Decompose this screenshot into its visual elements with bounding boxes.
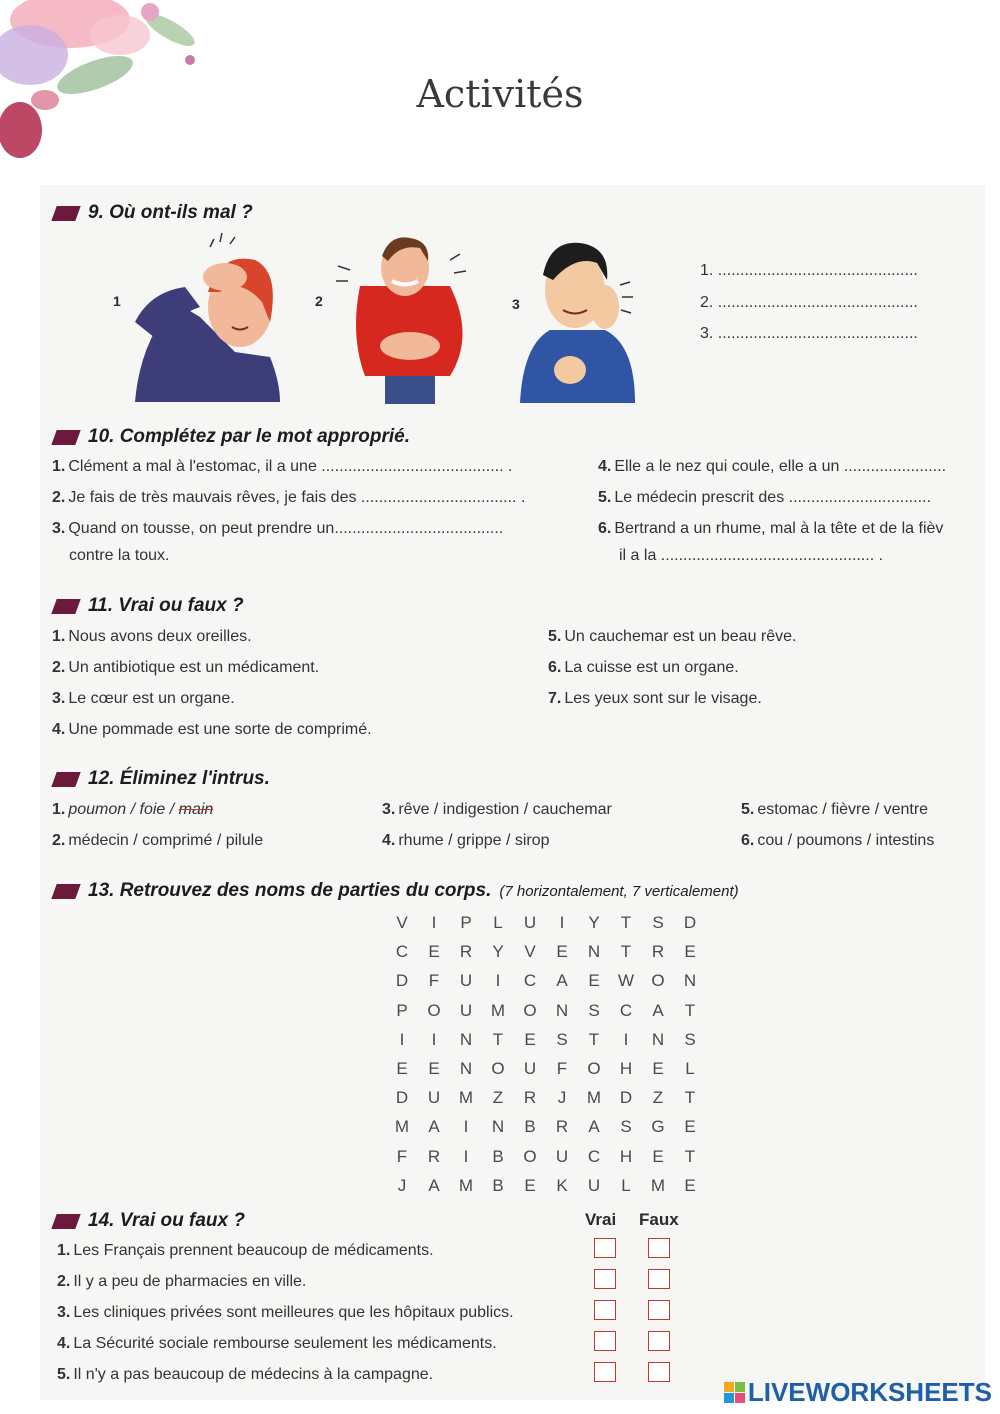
true-checkbox-4[interactable] — [594, 1331, 616, 1351]
grid-letter[interactable]: O — [491, 1058, 505, 1078]
false-checkbox-5[interactable] — [648, 1362, 670, 1382]
grid-letter[interactable]: I — [431, 1029, 437, 1049]
section-11-title: 11. Vrai ou faux ? — [88, 595, 244, 616]
section-13-title: 13. Retrouvez des noms de parties du corps. — [88, 880, 492, 901]
grid-letter[interactable]: T — [620, 913, 632, 932]
liveworksheets-logo[interactable] — [724, 1377, 992, 1408]
answer-line-2[interactable]: 2. ............................................. — [700, 294, 918, 311]
grid-letter[interactable]: B — [492, 1146, 504, 1166]
answer-line-3[interactable]: 3. ............................................. — [700, 325, 918, 342]
exercise-10-item-6-continuation: il a la ................................................ . — [619, 547, 884, 564]
grid-letter[interactable]: N — [555, 1000, 569, 1020]
grid-letter[interactable]: J — [557, 1088, 567, 1108]
exercise-11-item-2[interactable]: 2. Un antibiotique est un médicament. — [52, 659, 320, 676]
true-checkbox-5[interactable] — [594, 1362, 616, 1382]
grid-letter[interactable]: Y — [492, 942, 504, 962]
grid-letter[interactable]: E — [588, 971, 600, 991]
grid-letter[interactable]: U — [555, 1146, 569, 1166]
grid-letter[interactable]: M — [394, 1117, 410, 1137]
section-10-title: 10. Complétez par le mot approprié. — [88, 426, 411, 447]
exercise-14-item-4: 4. La Sécurité sociale rembourse seulement les médicaments. — [57, 1335, 497, 1352]
grid-letter[interactable]: L — [493, 913, 503, 932]
grid-letter[interactable]: Z — [492, 1088, 504, 1108]
grid-letter[interactable]: B — [524, 1117, 536, 1137]
exercise-11-item-6[interactable]: 6. La cuisse est un organe. — [548, 659, 739, 676]
section-marker-icon — [51, 772, 80, 787]
section-9-heading — [54, 202, 253, 224]
grid-letter[interactable]: Y — [588, 913, 600, 932]
grid-letter[interactable]: E — [652, 1058, 664, 1078]
section-14-title: 14. Vrai ou faux ? — [88, 1210, 245, 1231]
grid-letter[interactable]: A — [652, 1000, 664, 1020]
grid-letter[interactable]: R — [523, 1088, 537, 1108]
grid-letter[interactable]: E — [428, 942, 440, 962]
section-11-heading — [54, 595, 244, 617]
grid-letter[interactable]: L — [621, 1175, 631, 1195]
exercise-14-item-1: 1. Les Français prennent beaucoup de médicaments. — [57, 1242, 434, 1259]
section-marker-icon — [51, 884, 80, 899]
exercise-12-item-2[interactable]: 2. médecin / comprimé / pilule — [52, 832, 264, 849]
grid-letter[interactable]: R — [427, 1146, 441, 1166]
exercise-10-item-6[interactable]: 6. Bertrand a un rhume, mal à la tête et de la fièv — [598, 520, 944, 537]
exercise-14-item-3: 3. Les cliniques privées sont meilleures que les hôpitaux publics. — [57, 1304, 514, 1321]
grid-letter[interactable]: N — [651, 1029, 665, 1049]
grid-letter[interactable]: E — [428, 1058, 440, 1078]
grid-letter[interactable]: E — [524, 1175, 536, 1195]
grid-letter[interactable]: A — [556, 971, 568, 991]
exercise-11-item-5[interactable]: 5. Un cauchemar est un beau rêve. — [548, 628, 797, 645]
grid-letter[interactable]: I — [463, 1146, 469, 1166]
false-checkbox-2[interactable] — [648, 1269, 670, 1289]
section-14-heading — [54, 1210, 245, 1232]
grid-letter[interactable]: D — [395, 1088, 409, 1108]
section-12-heading — [54, 768, 270, 790]
word-search-grid — [386, 908, 706, 1200]
exercise-12-item-3[interactable]: 3. rêve / indigestion / cauchemar — [382, 801, 612, 818]
grid-letter[interactable]: V — [524, 942, 536, 962]
grid-letter[interactable]: F — [428, 971, 440, 991]
exercise-10-item-4[interactable]: 4. Elle a le nez qui coule, elle a un ....................... — [598, 458, 947, 475]
grid-letter[interactable]: U — [523, 913, 537, 932]
exercise-12-item-1[interactable]: 1. poumon / foie / main — [52, 801, 214, 818]
grid-letter[interactable]: R — [651, 942, 665, 962]
grid-letter[interactable]: E — [684, 942, 696, 962]
false-checkbox-1[interactable] — [648, 1238, 670, 1258]
grid-letter[interactable]: T — [492, 1029, 504, 1049]
grid-letter[interactable]: O — [587, 1058, 601, 1078]
grid-letter[interactable]: E — [652, 1146, 664, 1166]
page-title: Activités — [416, 72, 584, 116]
exercise-10-item-3[interactable]: 3. Quand on tousse, on peut prendre un...................................... — [52, 520, 504, 537]
grid-letter[interactable]: A — [428, 1175, 440, 1195]
grid-letter[interactable]: O — [523, 1000, 537, 1020]
grid-letter[interactable]: P — [396, 1000, 408, 1020]
grid-letter[interactable]: U — [459, 1000, 473, 1020]
grid-letter[interactable]: O — [651, 971, 665, 991]
false-column-header: Faux — [639, 1210, 679, 1229]
grid-letter[interactable]: C — [395, 942, 409, 962]
grid-letter[interactable]: E — [524, 1029, 536, 1049]
grid-letter[interactable]: U — [459, 971, 473, 991]
grid-letter[interactable]: M — [458, 1175, 474, 1195]
grid-letter[interactable]: N — [683, 971, 697, 991]
grid-letter[interactable]: M — [650, 1175, 666, 1195]
liveworksheets-icon — [724, 1382, 745, 1403]
grid-letter[interactable]: E — [396, 1058, 408, 1078]
false-checkbox-4[interactable] — [648, 1331, 670, 1351]
grid-letter[interactable]: R — [555, 1117, 569, 1137]
grid-letter[interactable]: R — [459, 942, 473, 962]
section-marker-icon — [51, 206, 80, 221]
grid-letter[interactable]: T — [684, 1146, 696, 1166]
grid-letter[interactable]: O — [523, 1146, 537, 1166]
grid-letter[interactable]: N — [459, 1029, 473, 1049]
grid-letter[interactable]: S — [588, 1000, 600, 1020]
grid-letter[interactable]: C — [587, 1146, 601, 1166]
grid-letter[interactable]: T — [588, 1029, 600, 1049]
grid-letter[interactable]: S — [684, 1029, 696, 1049]
stomach-ache-man-illustration — [330, 226, 480, 404]
grid-letter[interactable]: J — [397, 1175, 407, 1195]
exercise-11-item-3[interactable]: 3. Le cœur est un organe. — [52, 690, 235, 707]
grid-letter[interactable]: T — [684, 1088, 696, 1108]
section-12-title: 12. Éliminez l'intrus. — [88, 768, 270, 789]
grid-letter[interactable]: D — [683, 913, 697, 932]
exercise-12-item-5[interactable]: 5. estomac / fièvre / ventre — [741, 801, 929, 818]
grid-letter[interactable]: M — [458, 1088, 474, 1108]
grid-letter[interactable]: S — [620, 1117, 632, 1137]
true-checkbox-2[interactable] — [594, 1269, 616, 1289]
exercise-10-item-1[interactable]: 1. Clément a mal à l'estomac, il a une ......................................... . — [52, 458, 513, 475]
section-10-heading — [54, 426, 410, 448]
grid-letter[interactable]: I — [559, 913, 565, 932]
answer-line-1[interactable]: 1. ............................................. — [700, 262, 918, 279]
grid-letter[interactable]: A — [588, 1117, 600, 1137]
crossed-out-word: main — [178, 801, 214, 818]
grid-letter[interactable]: A — [428, 1117, 440, 1137]
section-13-subtitle: (7 horizontalement, 7 verticalement) — [499, 882, 739, 900]
exercise-12-item-4[interactable]: 4. rhume / grippe / sirop — [382, 832, 550, 849]
grid-letter[interactable]: F — [396, 1146, 408, 1166]
grid-letter[interactable]: E — [556, 942, 568, 962]
section-13-heading — [54, 880, 739, 902]
grid-letter[interactable]: F — [556, 1058, 568, 1078]
grid-letter[interactable]: U — [427, 1088, 441, 1108]
grid-letter[interactable]: U — [523, 1058, 537, 1078]
exercise-10-item-2[interactable]: 2. Je fais de très mauvais rêves, je fais des ................................... . — [52, 489, 526, 506]
grid-letter[interactable]: Z — [652, 1088, 664, 1108]
liveworksheets-wordmark: LIVEWORKSHEETS — [747, 1377, 992, 1407]
grid-letter[interactable]: I — [495, 971, 501, 991]
grid-letter[interactable]: T — [620, 942, 632, 962]
grid-letter[interactable]: S — [556, 1029, 568, 1049]
section-9-title: 9. Où ont-ils mal ? — [88, 202, 253, 223]
false-checkbox-3[interactable] — [648, 1300, 670, 1320]
grid-letter[interactable]: H — [619, 1146, 633, 1166]
figure-number-1: 1 — [113, 293, 121, 309]
exercise-12-item-6[interactable]: 6. cou / poumons / intestins — [741, 832, 935, 849]
grid-letter[interactable]: I — [463, 1117, 469, 1137]
grid-letter[interactable]: E — [684, 1175, 696, 1195]
exercise-14-item-2: 2. Il y a peu de pharmacies en ville. — [57, 1273, 307, 1290]
grid-letter[interactable]: K — [556, 1175, 568, 1195]
grid-letter[interactable]: V — [396, 913, 408, 932]
grid-letter[interactable]: I — [623, 1029, 629, 1049]
grid-letter[interactable]: M — [490, 1000, 506, 1020]
grid-letter[interactable]: P — [460, 913, 472, 932]
true-column-header: Vrai — [585, 1210, 617, 1229]
grid-letter[interactable]: G — [651, 1117, 665, 1137]
grid-letter[interactable]: N — [587, 942, 601, 962]
grid-letter[interactable]: I — [431, 913, 437, 932]
grid-letter[interactable]: C — [619, 1000, 633, 1020]
grid-letter[interactable]: U — [587, 1175, 601, 1195]
exercise-14-item-5: 5. Il n'y a pas beaucoup de médecins à la campagne. — [57, 1366, 434, 1383]
exercise-11-item-1[interactable]: 1. Nous avons deux oreilles. — [52, 628, 252, 645]
headache-woman-illustration — [130, 232, 285, 402]
grid-letter[interactable]: O — [427, 1000, 441, 1020]
exercise-11-item-7[interactable]: 7. Les yeux sont sur le visage. — [548, 690, 762, 707]
grid-letter[interactable]: W — [617, 971, 635, 991]
grid-letter[interactable]: C — [523, 971, 537, 991]
grid-letter[interactable]: M — [586, 1088, 602, 1108]
grid-letter[interactable]: B — [492, 1175, 504, 1195]
grid-letter[interactable]: T — [684, 1000, 696, 1020]
exercise-10-item-5[interactable]: 5. Le médecin prescrit des ................................ — [598, 489, 931, 506]
toothache-man-illustration — [515, 235, 640, 403]
section-marker-icon — [51, 1214, 80, 1229]
grid-letter[interactable]: D — [619, 1088, 633, 1108]
grid-letter[interactable]: N — [491, 1117, 505, 1137]
section-marker-icon — [51, 599, 80, 614]
exercise-10-item-3-continuation: contre la toux. — [69, 547, 170, 564]
section-marker-icon — [51, 430, 80, 445]
grid-letter[interactable]: L — [685, 1058, 695, 1078]
grid-letter[interactable]: I — [399, 1029, 405, 1049]
grid-letter[interactable]: E — [684, 1117, 696, 1137]
true-checkbox-1[interactable] — [594, 1238, 616, 1258]
figure-number-3: 3 — [512, 296, 520, 312]
grid-letter[interactable]: D — [395, 971, 409, 991]
grid-letter[interactable]: N — [459, 1058, 473, 1078]
exercise-11-item-4[interactable]: 4. Une pommade est une sorte de comprimé. — [52, 721, 372, 738]
grid-letter[interactable]: H — [619, 1058, 633, 1078]
figure-number-2: 2 — [315, 293, 323, 309]
grid-letter[interactable]: S — [652, 913, 664, 932]
true-checkbox-3[interactable] — [594, 1300, 616, 1320]
